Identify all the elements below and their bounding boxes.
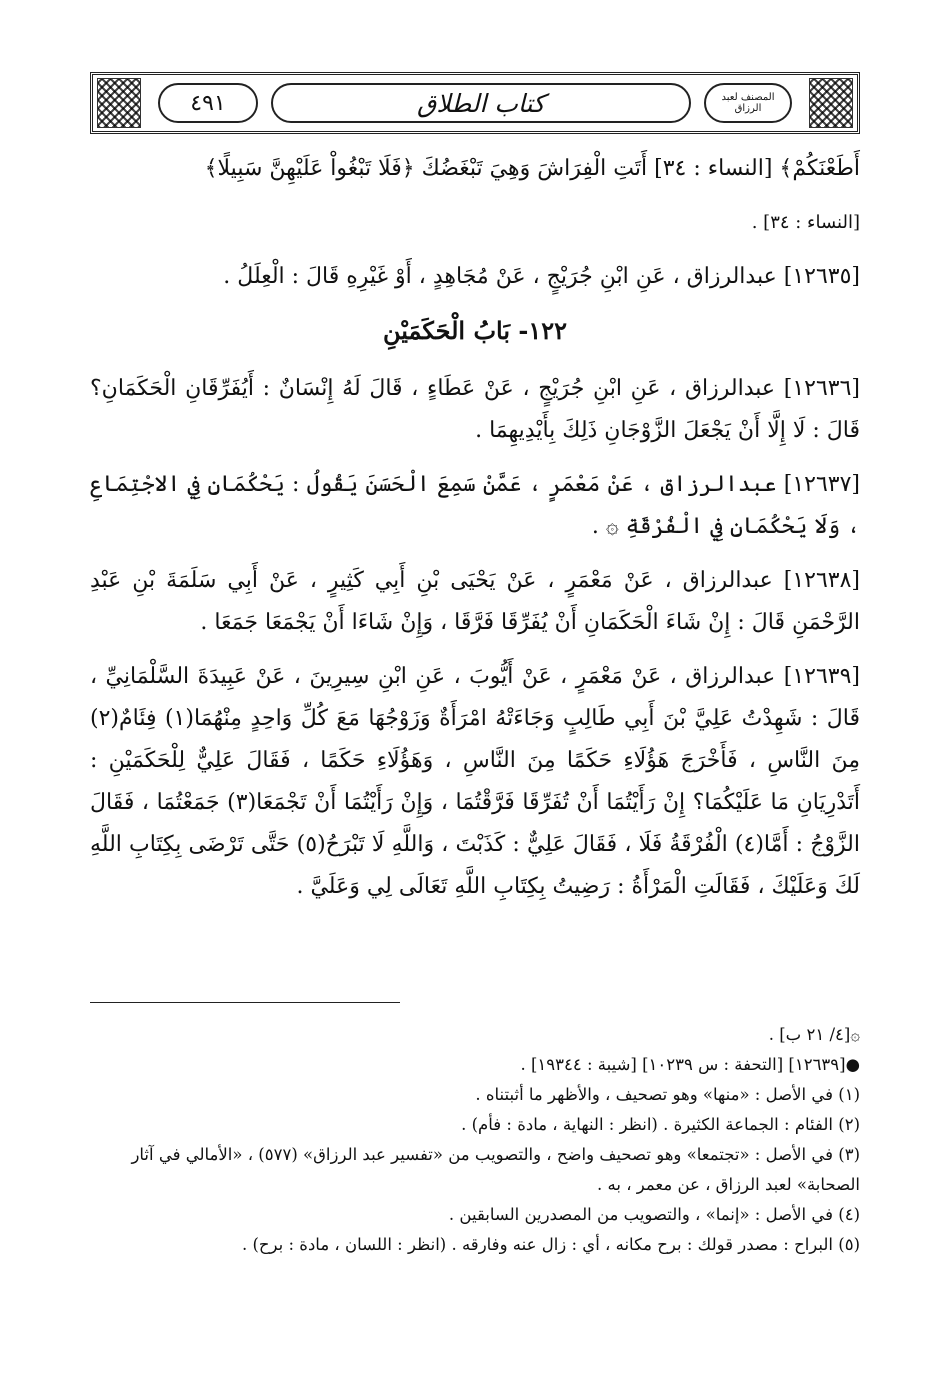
chapter-heading: ١٢٢- بَابُ الْحَكَمَيْنِ [382, 316, 568, 345]
ornament-left [97, 78, 141, 128]
hadith-12637: [١٢٦٣٧] عبدالرزاق ، عَنْ مَعْمَرٍ ، عَمَّنْ سَمِعَ الْحَسَنَ يَقُولُ : يَحْكُمَانِ فِي الاجْتِمَاعِ ، وَلَا يَحْكُمَانِ فِي الْفُرْقَةِ ۞ . [90, 472, 860, 539]
quran-verse-line: أَطَعْنَكُمْ﴾ [النساء : ٣٤] أَتَتِ الْفِرَاشَ وَهِيَ تَبْغَضُكَ ﴿فَلَا تَبْغُواْ عَلَيْهِنَّ سَبِيلًا﴾ [204, 156, 860, 181]
page-header [90, 72, 860, 134]
footnote-folio: ۞[٤/ ٢١ ب] . [768, 1025, 860, 1044]
footnote-5: (٥) البراح : مصدر قولك : برح مكانه ، أي : زال عنه وفارقه . (انظر : اللسان ، مادة : برح) . [241, 1235, 860, 1254]
footnote-2: (٢) الفئام : الجماعة الكثيرة . (انظر : النهاية ، مادة : فأم) . [461, 1115, 860, 1134]
footnote-sources: ●[١٢٦٣٩] [التحفة : س ١٠٢٣٩] [شيبة : ١٩٣٤٤] . [520, 1055, 860, 1074]
hadith-12636: [١٢٦٣٦] عبدالرزاق ، عَنِ ابْنِ جُرَيْجٍ ، عَنْ عَطَاءٍ ، قَالَ لَهُ إِنْسَانٌ : أَيُفَرِّقَانِ الْحَكَمَانِ؟ قَالَ : لَا إِلَّا أَنْ يَجْعَلَ الزَّوْجَانِ ذَلِكَ بِأَيْدِيهِمَا . [90, 376, 860, 443]
quran-reference: [النساء : ٣٤] . [751, 212, 860, 233]
book-logo: المصنف لعبد الرزاق [704, 83, 792, 123]
chapter-title: كتاب الطلاق [271, 83, 691, 123]
hadith-12639: [١٢٦٣٩] عبدالرزاق ، عَنْ مَعْمَرٍ ، عَنْ أَيُّوبَ ، عَنِ ابْنِ سِيرِينَ ، عَنْ عَبِيدَةَ السَّلْمَانِيِّ ، قَالَ : شَهِدْتُ عَلِيَّ بْنَ أَبِي طَالِبٍ وَجَاءَتْهُ امْرَأَةٌ وَزَوْجُهَا مَعَ كُلِّ وَاحِدٍ مِنْهُمَا(١) فِئَامٌ(٢) مِنَ النَّاسِ ، فَأَخْرَجَ هَؤُلَاءِ حَكَمًا مِنَ النَّاسِ ، وَهَؤُلَاءِ حَكَمًا ، فَقَالَ عَلِيٌّ لِلْحَكَمَيْنِ : أَتَدْرِيَانِ مَا عَلَيْكُمَا؟ إِنْ رَأَيْتُمَا أَنْ تُفَرِّقَا فَرَّقْتُمَا ، وَإِنْ رَأَيْتُمَا أَنْ تَجْمَعَا(٣) جَمَعْتُمَا ، فَقَالَ الزَّوْجُ : أَمَّا(٤) الْفُرْقَةُ فَلَا ، فَقَالَ عَلِيٌّ : كَذَبْتَ ، وَاللَّهِ لَا تَبْرَحُ(٥) حَتَّى تَرْضَى بِكِتَابِ اللَّهِ لَكَ وَعَلَيْكَ ، فَقَالَتِ الْمَرْأَةُ : رَضِيتُ بِكِتَابِ اللَّهِ تَعَالَى لِي وَعَلَيَّ . [90, 664, 861, 899]
footnote-1: (١) في الأصل : «منها» وهو تصحيف ، والأظهر ما أثبتناه . [475, 1085, 860, 1104]
hadith-12635: [١٢٦٣٥] عبدالرزاق ، عَنِ ابْنِ جُرَيْجٍ ، عَنْ مُجَاهِدٍ ، أَوْ غَيْرِهِ قَالَ : الْعِلَلُ . [223, 264, 860, 289]
page-number: ٤٩١ [158, 83, 258, 123]
footnote-4: (٤) في الأصل : «إنما» ، والتصويب من المصدرين السابقين . [448, 1205, 860, 1224]
ornament-right [809, 78, 853, 128]
footnotes [90, 1020, 860, 1260]
hadith-12638: [١٢٦٣٨] عبدالرزاق ، عَنْ مَعْمَرٍ ، عَنْ يَحْيَى بْنِ أَبِي كَثِيرٍ ، عَنْ أَبِي سَلَمَةَ بْنِ عَبْدِ الرَّحْمَنِ قَالَ : إِنْ شَاءَ الْحَكَمَانِ أَنْ يُفَرِّقَا فَرَّقَا ، وَإِنْ شَاءَا أَنْ يَجْمَعَا جَمَعَا . [90, 568, 860, 635]
main-text [90, 148, 860, 920]
footnote-divider [90, 1002, 400, 1003]
footnote-3: (٣) في الأصل : «تجتمعا» وهو تصحيف واضح ، والتصويب من «تفسير عبد الرزاق» (٥٧٧) ، «الأمالي في آثار الصحابة» لعبد الرزاق ، عن معمر ، به . [131, 1145, 860, 1194]
